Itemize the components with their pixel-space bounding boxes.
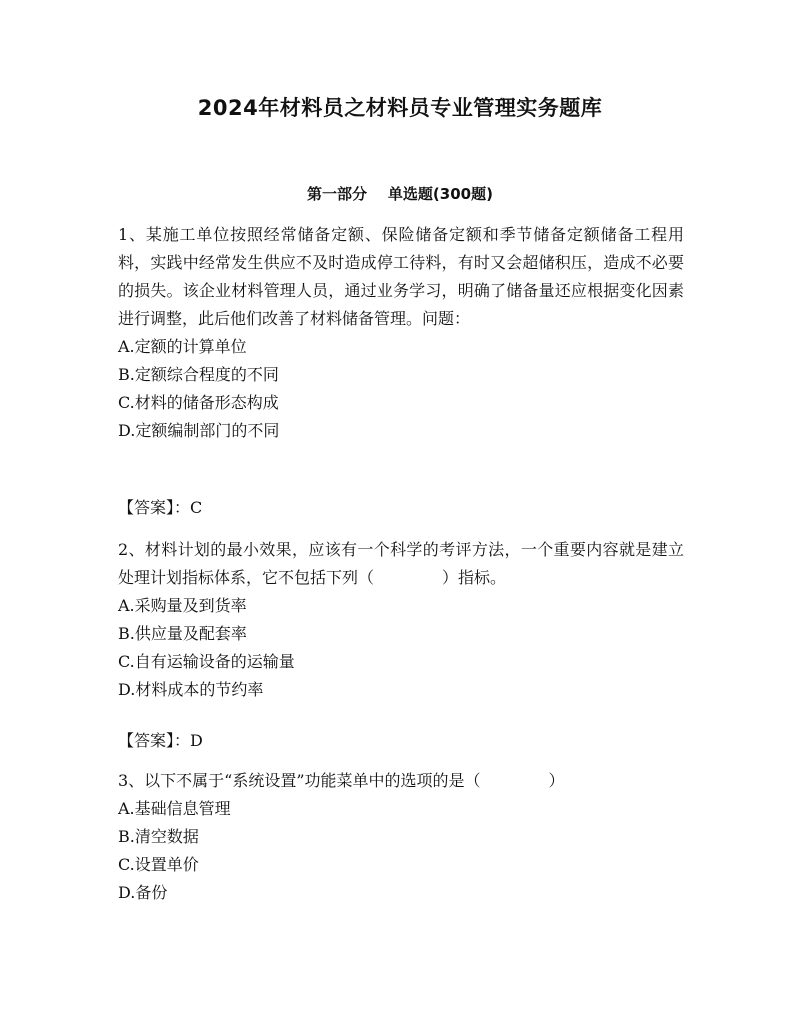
question-3-option-b: B.清空数据: [118, 827, 199, 846]
question-1-stem: 1、某施工单位按照经常储备定额、保险储备定额和季节储备定额储备工程用料，实践中经常发生供应不及时造成停工待料，有时又会超储积压，造成不必要的损失。该企业材料管理人员，通过业务学习，明确了储备量还应根据变化因素进行调整，此后他们改善了材料储备管理。问题：: [118, 225, 684, 328]
question-2-option-d: D.材料成本的节约率: [118, 680, 264, 699]
question-2-option-c: C.自有运输设备的运输量: [118, 652, 295, 671]
document-title: 2024年材料员之材料员专业管理实务题库: [197, 96, 603, 120]
question-3: [118, 767, 684, 907]
question-2-option-b: B.供应量及配套率: [118, 624, 247, 643]
question-2-option-a: A.采购量及到货率: [118, 596, 247, 615]
answer-value: C: [190, 498, 203, 517]
question-1-option-d: D.定额编制部门的不同: [118, 421, 280, 440]
answer-value: D: [190, 731, 203, 750]
question-3-option-a: A.基础信息管理: [118, 799, 231, 818]
question-1-answer: [118, 494, 202, 522]
question-3-stem-before: 3、以下不属于“系统设置”功能菜单中的选项的是（: [118, 771, 481, 790]
question-2: [118, 536, 684, 704]
question-2-stem-after: ）指标。: [442, 568, 507, 587]
question-3-stem-after: ）: [548, 771, 565, 790]
section-title: 第一部分 单选题(300题): [307, 185, 493, 203]
answer-label: 【答案】：: [118, 498, 191, 517]
answer-label: 【答案】：: [118, 731, 191, 750]
question-1-option-c: C.材料的储备形态构成: [118, 393, 279, 412]
question-1-option-b: B.定额综合程度的不同: [118, 365, 279, 384]
question-3-option-c: C.设置单价: [118, 855, 199, 874]
question-1: [118, 221, 684, 445]
question-2-stem: [118, 536, 684, 592]
question-3-option-d: D.备份: [118, 883, 168, 902]
question-2-stem-before: 2、材料计划的最小效果，应该有一个科学的考评方法，一个重要内容就是建立处理计划指标体系，它不包括下列（: [118, 540, 684, 587]
question-3-stem: [118, 767, 684, 795]
question-2-answer: [118, 727, 203, 755]
question-1-option-a: A.定额的计算单位: [118, 337, 247, 356]
